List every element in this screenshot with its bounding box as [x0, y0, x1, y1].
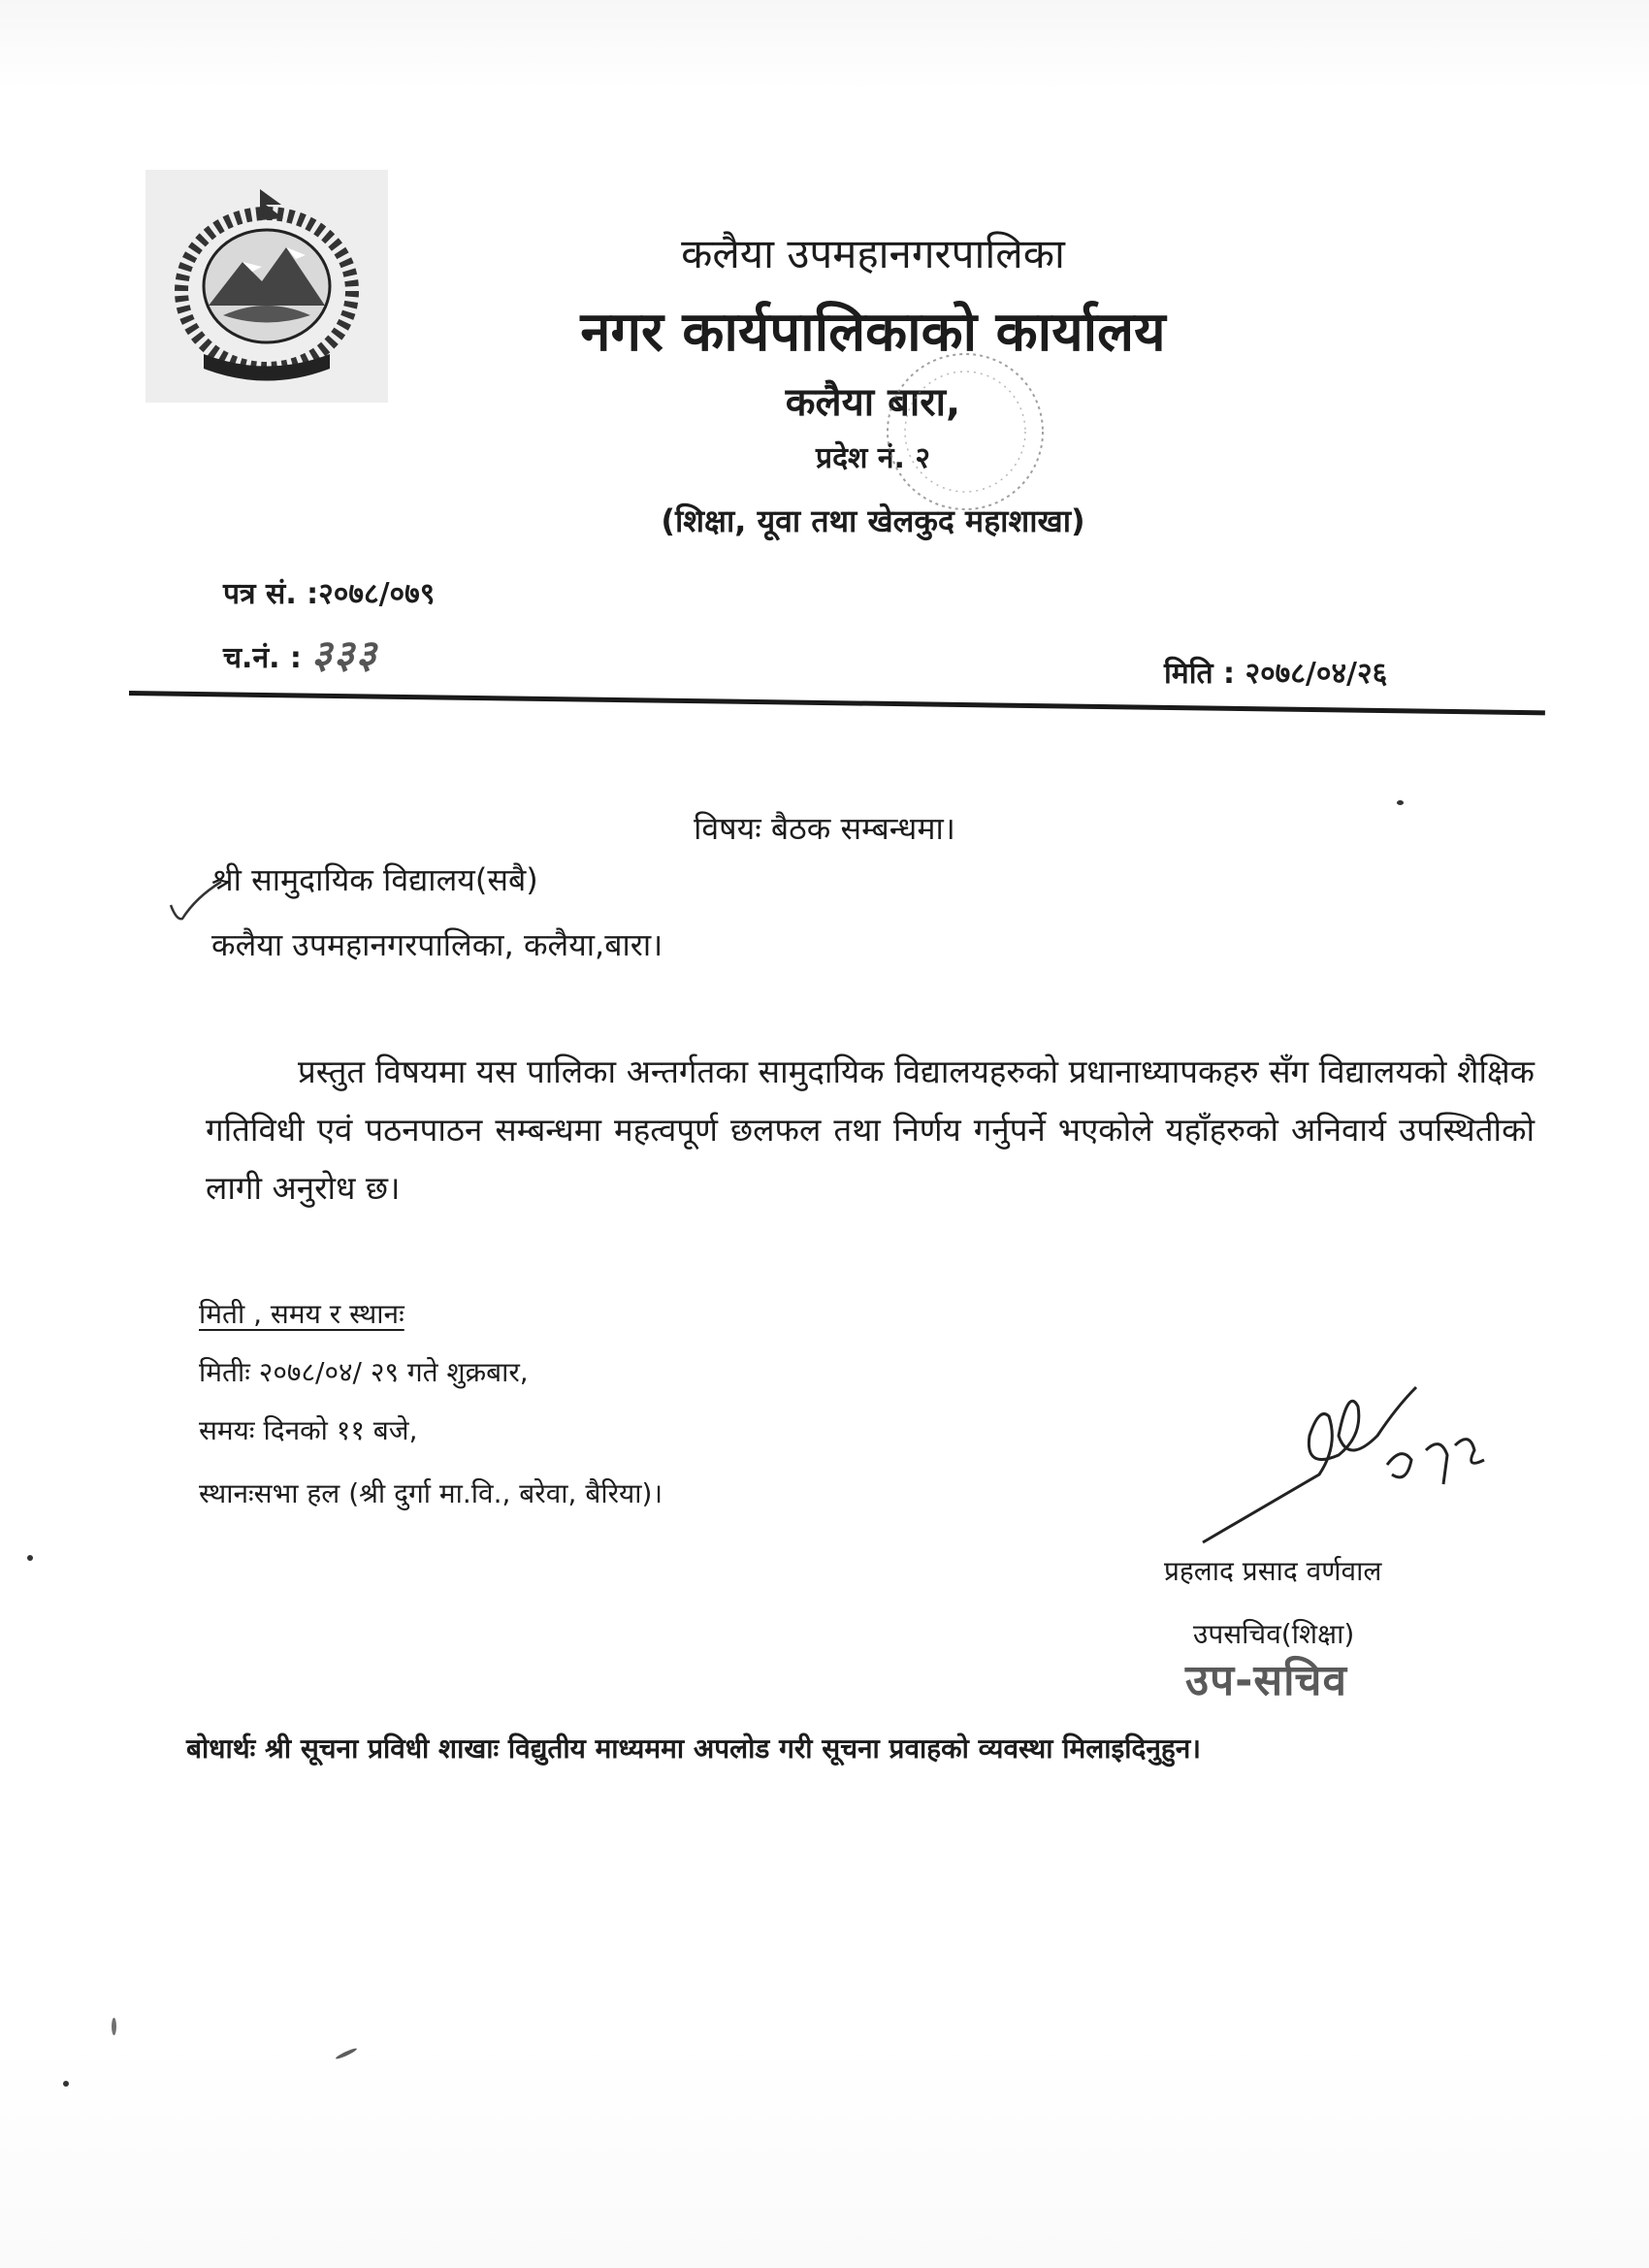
province: प्रदेश नं. २	[816, 441, 930, 475]
header-divider	[129, 691, 1545, 715]
dispatch-number-value: ३३३	[311, 632, 378, 677]
letter-number	[223, 572, 435, 612]
scan-speck	[27, 1555, 33, 1561]
round-office-seal	[878, 344, 1052, 519]
nepal-emblem-logo	[146, 170, 388, 403]
scan-speck	[63, 2081, 69, 2087]
cc-note: बोधार्थः श्री सूचना प्रविधी शाखाः विद्युतीय माध्यममा अपलोड गरी सूचना प्रवाहको व्यवस्था मिलाइदिनुहुन।	[186, 1733, 1201, 1765]
office-name: नगर कार्यपालिकाको कार्यालय	[580, 301, 1166, 364]
scan-speck	[335, 2047, 357, 2060]
dispatch-number	[223, 626, 378, 679]
signatory-designation: उपसचिव(शिक्षा)	[1193, 1618, 1355, 1650]
recipient-line-2: कलैया उपमहानगरपालिका, कलैया,बारा।	[211, 926, 663, 963]
schedule-time: समयः दिनको ११ बजे,	[199, 1414, 418, 1446]
office-location: कलैया बारा,	[785, 380, 961, 425]
letter-number-value: २०७८/०७९	[318, 577, 436, 611]
date-label: मिति :	[1164, 657, 1236, 691]
handwritten-signature	[1193, 1377, 1504, 1552]
schedule-heading: मिती , समय र स्थानः	[199, 1298, 404, 1330]
designation-stamp: उप-सचिव	[1185, 1656, 1347, 1705]
date-value: २०७८/०४/२६	[1245, 657, 1388, 691]
signatory-name: प्रहलाद प्रसाद वर्णवाल	[1164, 1555, 1382, 1587]
letter-date	[1164, 652, 1387, 692]
schedule-place: स्थानःसभा हल (श्री दुर्गा मा.वि., बरेवा, बैरिया)।	[199, 1477, 663, 1509]
recipient-line-1: श्री सामुदायिक विद्यालय(सबै)	[211, 861, 538, 898]
letter-number-label: पत्र सं. :	[223, 577, 319, 611]
schedule-date: मितीः २०७८/०४/ २९ गते शुक्रबार,	[199, 1356, 529, 1388]
scan-speck	[112, 2018, 116, 2035]
scan-speck	[1397, 800, 1404, 805]
dispatch-number-label: च.नं. :	[223, 641, 302, 675]
municipality-name: कलैया उपमहानगरपालिका	[681, 230, 1065, 277]
division: (शिक्षा, यूवा तथा खेलकुद महाशाखा)	[661, 502, 1085, 539]
subject-line: विषयः बैठक सम्बन्धमा।	[694, 810, 955, 847]
letter-body: प्रस्तुत विषयमा यस पालिका अन्तर्गतका सामुदायिक विद्यालयहरुको प्रधानाध्यापकहरु सँग विद्यालयको शैक्षिक गतिविधी एवं पठनपाठन सम्बन्धमा महत्वपूर्ण छलफल तथा निर्णय गर्नुपर्ने भएकोले यहाँहरुको अनिवार्य उपस्थितीको लागी अनुरोध छ।	[206, 1053, 1535, 1207]
